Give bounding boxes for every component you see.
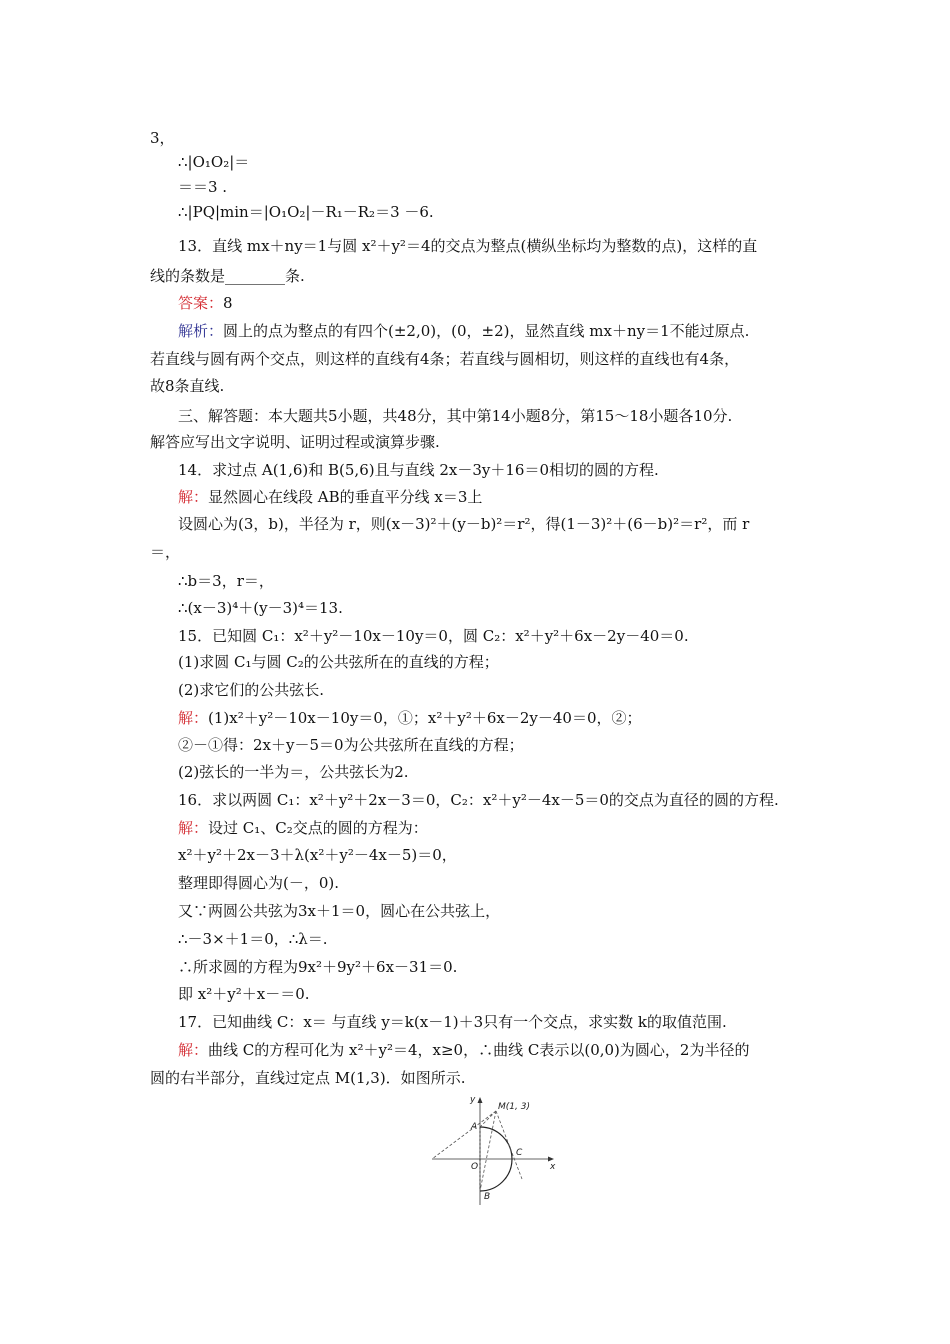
point-m-label: M(1, 3)	[498, 1102, 530, 1112]
analysis-text: 圆上的点为整点的有四个(±2,0)，(0，±2)，显然直线 mx＋ny＝1不能过原点.	[223, 322, 750, 340]
y-axis-label: y	[470, 1095, 476, 1105]
text-line: ∴－3×＋1＝0，∴λ＝.	[178, 930, 328, 948]
text-line: (1)求圆 C₁与圆 C₂的公共弦所在的直线的方程；	[178, 653, 499, 671]
line-ma	[480, 1111, 496, 1127]
solution-line	[178, 818, 838, 838]
solution-label: 解：	[178, 488, 209, 506]
solution-text: 显然圆心在线段 AB的垂直平分线 x＝3上	[208, 488, 483, 506]
point-b-label: B	[484, 1192, 491, 1202]
origin-label: O	[471, 1162, 479, 1172]
text-line: (2)弦长的一半为＝，公共弦长为2.	[178, 763, 409, 781]
text-line: 若直线与圆有两个交点，则这样的直线有4条；若直线与圆相切，则这样的直线也有4条，	[150, 350, 740, 368]
text-line: (2)求它们的公共弦长.	[178, 681, 325, 699]
line-tangent	[496, 1111, 522, 1179]
text-line: 整理即得圆心为(－，0).	[178, 874, 340, 892]
text-line: ∴b＝3，r＝，	[178, 572, 274, 590]
question-15: 15．已知圆 C₁：x²＋y²－10x－10y＝0，圆 C₂：x²＋y²＋6x－2y－40＝0.	[178, 627, 689, 645]
text-line: 故8条直线.	[150, 377, 225, 395]
section-heading: 三、解答题：本大题共5小题，共48分，其中第14小题8分，第15～18小题各10分.	[178, 407, 733, 425]
x-axis-arrow	[548, 1157, 554, 1162]
text-line: ＝＝3 .	[178, 178, 228, 196]
solution-text: 设过 C₁、C₂交点的圆的方程为：	[208, 819, 428, 837]
question-17: 17．已知曲线 C：x＝ 与直线 y＝k(x－1)＋3只有一个交点，求实数 k的取值范围.	[178, 1013, 727, 1031]
text-line: x²＋y²＋2x－3＋λ(x²＋y²－4x－5)＝0，	[178, 846, 457, 864]
question-14: 14．求过点 A(1,6)和 B(5,6)且与直线 2x－3y＋16＝0相切的圆的方程.	[178, 461, 659, 479]
text-line: 3，	[150, 129, 175, 147]
line-mb	[480, 1111, 496, 1191]
point-c-label: C	[516, 1148, 523, 1158]
answer-line	[178, 293, 838, 313]
answer-label: 答案：	[178, 294, 224, 312]
text-line: ②－①得：2x＋y－5＝0为公共弦所在直线的方程；	[178, 736, 524, 754]
solution-text: (1)x²＋y²－10x－10y＝0，①；x²＋y²＋6x－2y－40＝0，②；	[208, 709, 642, 727]
analysis-line	[178, 321, 848, 341]
text-line: 又∵两圆公共弦为3x＋1＝0，圆心在公共弦上，	[178, 902, 501, 920]
x-axis-label: x	[550, 1162, 556, 1172]
semicircle-figure	[430, 1095, 560, 1205]
text-line: 即 x²＋y²＋x－＝0.	[178, 985, 310, 1003]
question-13: 13．直线 mx＋ny＝1与圆 x²＋y²＝4的交点为整点(横纵坐标均为整数的点)，这样的直	[178, 237, 758, 255]
line-through-m-1	[432, 1111, 496, 1159]
text-line: 线的条数是________条.	[150, 267, 305, 285]
figure-svg	[430, 1095, 560, 1205]
point-a-label: A	[471, 1122, 478, 1132]
answer-value: 8	[223, 294, 233, 312]
solution-label: 解：	[178, 1041, 209, 1059]
analysis-label: 解析：	[178, 322, 224, 340]
text-line: ∴(x－3)⁴＋(y－3)⁴＝13.	[178, 599, 343, 617]
text-line: 设圆心为(3，b)，半径为 r，则(x－3)²＋(y－b)²＝r²，得(1－3)²＋(6－b)²＝r²，而 r	[178, 515, 750, 533]
y-axis-arrow	[478, 1097, 483, 1103]
solution-line	[178, 708, 838, 728]
text-line: ∴|O₁O₂|＝	[178, 153, 250, 171]
text-line: ∴所求圆的方程为9x²＋9y²＋6x－31＝0.	[178, 958, 458, 976]
text-line: ∴|PQ|min＝|O₁O₂|－R₁－R₂＝3 －6.	[178, 203, 434, 221]
solution-label: 解：	[178, 819, 209, 837]
solution-line	[178, 487, 838, 507]
text-line: 解答应写出文字说明、证明过程或演算步骤.	[150, 433, 440, 451]
solution-label: 解：	[178, 709, 209, 727]
solution-text: 曲线 C的方程可化为 x²＋y²＝4，x≥0，∴曲线 C表示以(0,0)为圆心，2为半径的	[208, 1041, 750, 1059]
solution-line	[178, 1040, 848, 1060]
text-line: 圆的右半部分，直线过定点 M(1,3)．如图所示.	[150, 1069, 466, 1087]
question-16: 16．求以两圆 C₁：x²＋y²＋2x－3＝0，C₂：x²＋y²－4x－5＝0的交点为直径的圆的方程.	[178, 791, 779, 809]
text-line: ＝，	[150, 543, 181, 561]
